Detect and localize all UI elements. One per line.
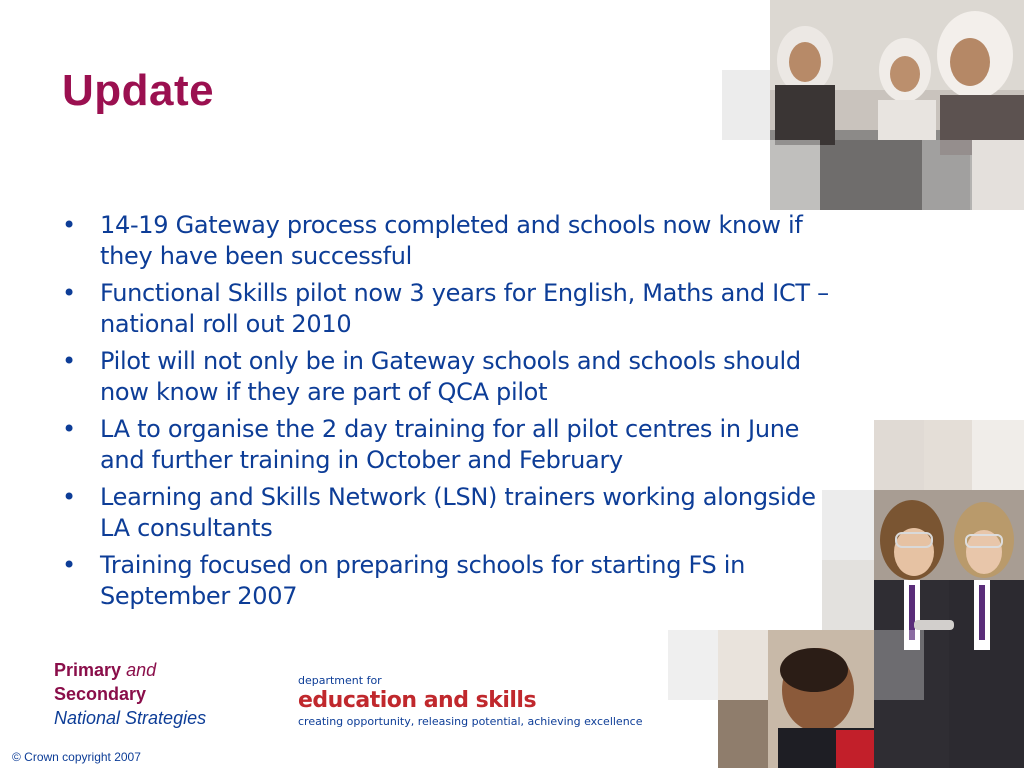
logo-national-strategies-text: National Strategies	[54, 708, 207, 728]
bullet-text: 14-19 Gateway process completed and schools now know if they have been successful	[100, 211, 803, 270]
student-boy-photo	[718, 630, 874, 768]
bullet-text: LA to organise the 2 day training for all pilot centres in June and further training in October and February	[100, 415, 800, 474]
dfes-tagline: creating opportunity, releasing potential, achieving excellence	[298, 715, 643, 728]
national-strategies-logo	[54, 658, 206, 730]
dfes-name-text: education and skills	[298, 688, 537, 713]
logo-and-text: and	[126, 660, 157, 680]
logo-primary-text: Primary	[54, 660, 122, 680]
bullet-list	[60, 210, 840, 618]
bullet-text: Learning and Skills Network (LSN) trainers working alongside LA consultants	[100, 483, 816, 542]
bullet-icon: •	[62, 279, 76, 307]
logo-secondary-text: Secondary	[54, 684, 147, 704]
bullet-item	[60, 278, 840, 340]
bullet-item	[60, 414, 840, 476]
slide-title: Update	[62, 66, 215, 115]
bullet-text: Functional Skills pilot now 3 years for English, Maths and ICT – national roll out 2010	[100, 279, 829, 338]
bullet-item	[60, 482, 840, 544]
copyright-notice: © Crown copyright 2007	[12, 750, 141, 764]
bullet-icon: •	[62, 483, 76, 511]
bullet-icon: •	[62, 347, 76, 375]
bullet-text: Pilot will not only be in Gateway schools and schools should now know if they are part of QCA pilot	[100, 347, 801, 406]
bullet-icon: •	[62, 415, 76, 443]
bullet-item	[60, 550, 840, 612]
bullet-item	[60, 210, 840, 272]
bullet-text: Training focused on preparing schools for starting FS in September 2007	[100, 551, 746, 610]
bullet-icon: •	[62, 551, 76, 579]
dfes-logo	[298, 674, 642, 728]
bullet-item	[60, 346, 840, 408]
bullet-icon: •	[62, 211, 76, 239]
dfes-department-text: department for	[298, 674, 382, 687]
